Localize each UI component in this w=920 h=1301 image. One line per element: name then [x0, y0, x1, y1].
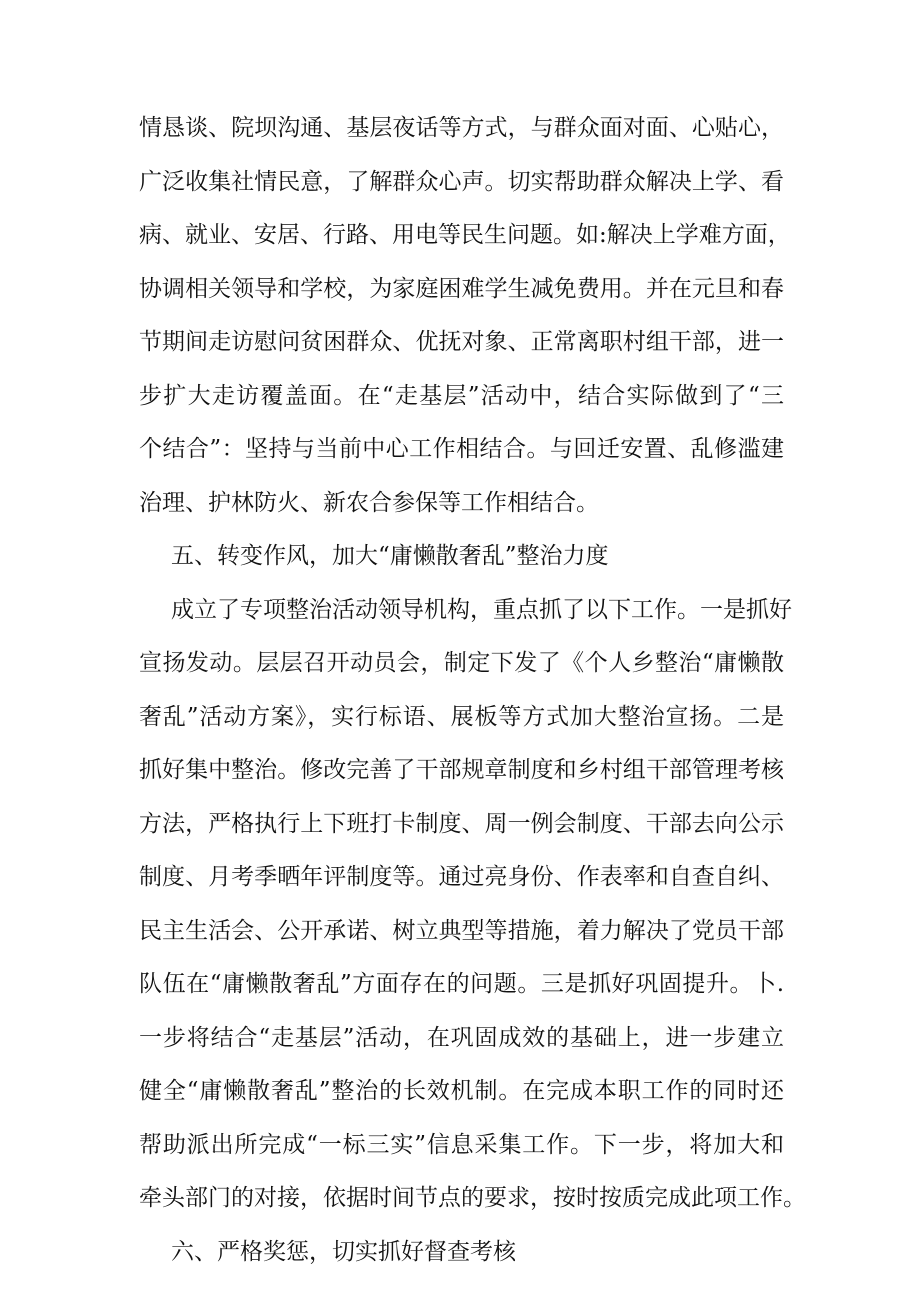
text-line: 病、就业、安居、行路、用电等民生问题。如:解决上学难方面，	[139, 222, 791, 248]
text-line: 节期间走访慰问贫困群众、优抚对象、正常离职村组干部，进一	[139, 329, 784, 355]
text-line: 个结合”：坚持与当前中心工作相结合。与回迁安置、乱修滥建	[139, 436, 784, 462]
text-line: 成立了专项整治活动领导机构，重点抓了以下工作。一是抓好	[171, 596, 792, 623]
text-line: 抓好集中整治。修改完善了干部规章制度和乡村组干部管理考核	[139, 757, 784, 783]
text-line: 健全“庸懒散奢乱”整治的长效机制。在完成本职工作的同时还	[139, 1078, 784, 1104]
text-line: 一步将结合“走基层”活动，在巩固成效的基础上，进一步建立	[139, 1024, 784, 1051]
text-line: 步扩大走访覆盖面。在“走基层”活动中，结合实际做到了“三	[139, 382, 784, 409]
text-line: 队伍在“庸懒散奢乱”方面存在的问题。三是抓好巩固提升。卜.	[139, 971, 784, 997]
text-line: 帮助派出所完成“一标三实”信息采集工作。下一步，将加大和	[139, 1131, 784, 1158]
text-line: 情恳谈、院坝沟通、基层夜话等方式，与群众面对面、心贴心，	[139, 115, 784, 141]
section-heading: 五、转变作风，加大“庸懒散奢乱”整治力度	[171, 543, 609, 569]
text-line: 制度、月考季晒年评制度等。通过亮身份、作表率和自查自纠、	[139, 864, 784, 890]
text-line: 宣扬发动。层层召开动员会，制定下发了《个人乡整治“庸懒散	[139, 650, 784, 676]
section-heading: 六、严格奖惩，切实抓好督查考核	[171, 1238, 516, 1265]
text-line: 牵头部门的对接，依据时间节点的要求，按时按质完成此项工作。	[139, 1185, 806, 1211]
text-line: 协调相关领导和学校，为家庭困难学生减免费用。并在元旦和春	[139, 275, 784, 302]
text-line: 方法，严格执行上下班打卡制度、周一例会制度、干部去向公示	[139, 810, 784, 837]
text-line: 民主生活会、公开承诺、树立典型等措施，着力解决了党员干部	[139, 917, 784, 944]
text-line: 奢乱”活动方案》，实行标语、展板等方式加大整治宣扬。二是	[139, 703, 784, 730]
text-line: 广泛收集社情民意，了解群众心声。切实帮助群众解决上学、看	[139, 168, 784, 195]
text-line: 治理、护林防火、新农合参保等工作相结合。	[139, 489, 599, 516]
document-body	[139, 102, 806, 1279]
